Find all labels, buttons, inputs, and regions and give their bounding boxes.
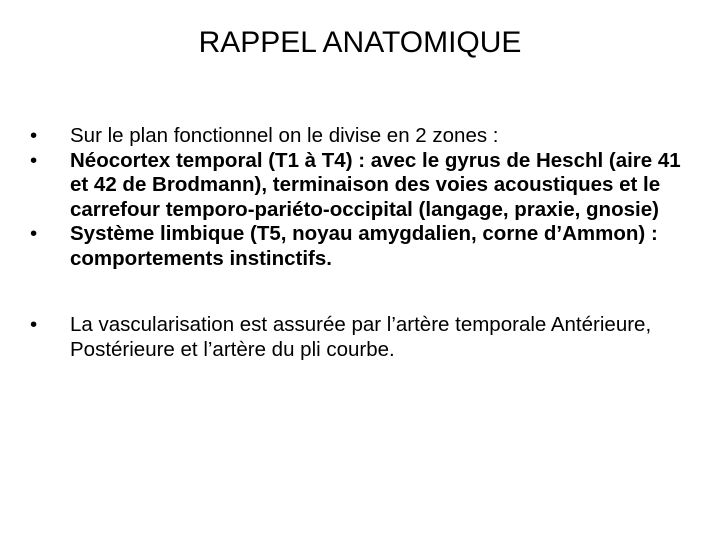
bullet-spacer: [30, 271, 690, 313]
bullet-item-neocortex: [30, 149, 690, 223]
bullet-item-functional-zones: [30, 124, 690, 149]
bullet-list: [30, 124, 690, 362]
bullet-text: La vascularisation est assurée par l’artère temporale Antérieure, Postérieure et l’artère du pli courbe.: [70, 313, 652, 361]
bullet-item-limbic-system: [30, 222, 690, 271]
bullet-icon: •: [30, 148, 38, 172]
slide-title: RAPPEL ANATOMIQUE: [198, 26, 522, 59]
bullet-icon: •: [30, 313, 38, 336]
bullet-item-vascularisation: [30, 313, 690, 362]
bullet-text: Néocortex temporal (T1 à T4) : avec le gyrus de Heschl (aire 41 et 42 de Brodmann), terminaison des voies acoustiques et le carrefour temporo-pariéto-occipital (langage, praxie, gnosie): [70, 148, 681, 221]
bullet-icon: •: [30, 222, 38, 245]
bullet-text: Système limbique (T5, noyau amygdalien, corne d’Ammon) : comportements instinctifs.: [70, 222, 658, 270]
bullet-text: Sur le plan fonctionnel on le divise en 2 zones :: [70, 124, 499, 147]
bullet-icon: •: [30, 124, 38, 147]
